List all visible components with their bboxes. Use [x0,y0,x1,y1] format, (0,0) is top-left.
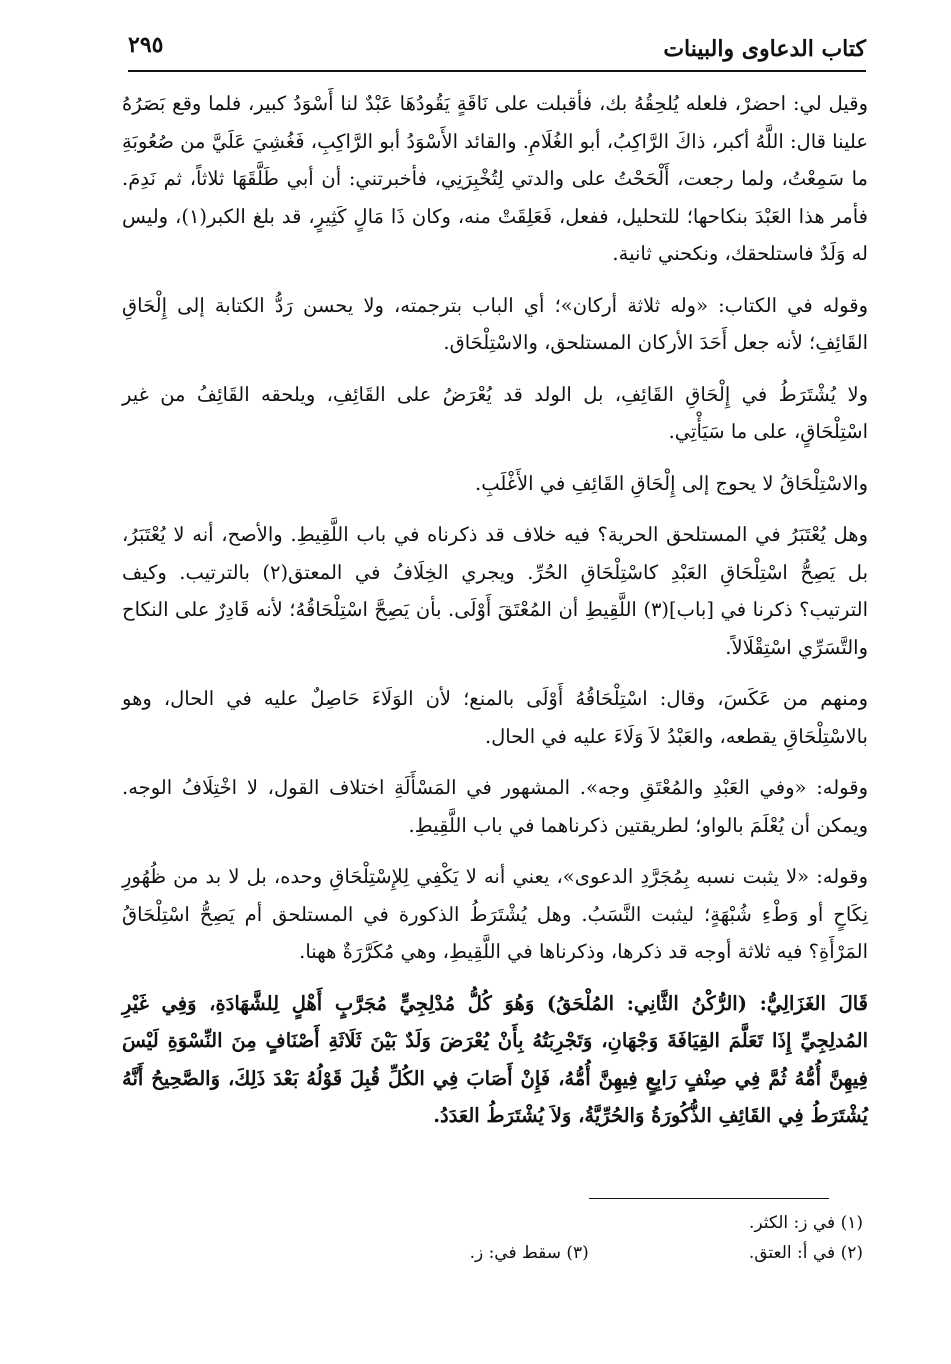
paragraph: وقوله: «وفي العَبْدِ والمُعْتَقِ وجه». المشهور في المَسْأَلَةِ اختلاف القول، لا اخْتِلَافُ الوجه. ويمكن أن يُعْلَمَ بالواو؛ لطريقتين ذكرناهما في باب اللَّقِيطِ. [122,776,868,837]
footnote-row [343,1208,863,1238]
page-header [128,30,866,72]
footnotes [343,1208,863,1268]
paragraph: ولا يُشْتَرَطُ في إِلْحَاقِ القَائِفِ، بل الولد قد يُعْرَضُ على القَائِفِ، ويلحقه القَائِفُ من غير اسْتِلْحَاقٍ، على ما سَيَأْتِي. [122,382,868,443]
footnote-3: (٣) سقط في: ز. [469,1243,589,1263]
footnote-2: (٢) في أ: العتق. [748,1243,863,1263]
quoted-matn-paragraph: قَالَ الغَزَالِيُّ: (الرُّكْنُ الثَّانِي: المُلْحَقُ) وَهُوَ كُلُّ مُدْلِجِيٍّ مُجَرَّبٍ أَهْلٍ لِلشَّهَادَةِ، وَفِي غَيْرِ المُدلِجِيِّ إِذَا تَعَلَّمَ القِيَافَةَ وَجْهَانِ، وَتَجْرِبَتُهُ بِأَنْ يُعْرَضَ وَلَدٌ بَيْنَ ثَلَاثَةِ أَصْنَافٍ مِنَ النِّسْوَةِ لَيْسَ فِيهِنَّ أُمُّهُ ثُمَّ فِي صِنْفٍ رَابِعٍ فِيهِنَّ أُمُّهُ، فَإِنْ أَصَابَ فِي الكُلِّ قُبِلَ قَوْلُهُ بَعْدَ ذَلِكَ، وَالصَّحِيحُ أَنَّهُ يُشْتَرَطُ فِي القَائِفِ الذُّكُورَةُ وَالحُرِّيَّةُ، وَلاَ يُشْتَرَطُ العَدَدُ. [122,991,868,1127]
footnote-divider [589,1198,829,1199]
paragraph: وقيل لي: احضرْ، فلعله يُلحِقُهُ بك، فأقبلت على نَاقَةٍ يَقُودُهَا عَبْدٌ لنا أَسْوَدُ كبير، فلما وقع بَصَرُهُ علينا قال: اللَّهُ أكبر، ذاكَ الرَّاكِبُ، أبو الغُلَامِ. والقائد الأَسْوَدُ أبو الرَّاكِبِ، فَغُشِيَ عَلَيَّ من صُعُوبَةِ ما سَمِعْتُ، ولما رجعت، أَلْحَحْتُ على والدتي لِتُخْبِرَنِي، فأخبرتني: أن أبي طَلَّقَهَا ثلاثاً، ثم نَدِمَ. فأمر هذا العَبْدَ بنكاحها؛ للتحليل، ففعل، فَعَلِقَتْ منه، وكان ذَا مَالٍ كَثِيرٍ، قد بلغ الكبر(١)، وليس له وَلَدٌ فاستلحقك، ونكحني ثانية. [122,92,868,265]
paragraph: وقوله: «لا يثبت نسبه بِمُجَرَّدِ الدعوى»، يعني أنه لا يَكْفِي لِلإِسْتِلْحَاقِ وحده، بل لا بد من ظُهُورِ نِكَاحٍ أو وَطْءِ شُبْهَةٍ؛ ليثبت النَّسَبُ. وهل يُشْتَرَطُ الذكورة في المستلحق أم يَصِحُّ اسْتِلْحَاقُ المَرْأَةِ؟ فيه ثلاثة أوجه قد ذكرها، وذكرناها في اللَّقِيطِ، وهي مُكَرَّرَةٌ ههنا. [122,865,868,963]
footnote-1: (١) في ز: الكثر. [748,1213,863,1233]
footnote-row [343,1238,863,1268]
paragraph: وقوله في الكتاب: «وله ثلاثة أركان»؛ أي الباب بترجمته، ولا يحسن رَدُّ الكتابة إلى إِلْحَاقِ القَائِفِ؛ لأنه جعل أَحَدَ الأركان المستلحق، والاسْتِلْحَاق. [122,293,868,354]
paragraph: ومنهم من عَكَسَ، وقال: اسْتِلْحَاقُهُ أَوْلَى بالمنع؛ لأن الوَلَاءَ حَاصِلٌ عليه في الحال، وهو بالاسْتِلْحَاقِ يقطعه، والعَبْدُ لاَ وَلَاءَ عليه في الحال. [122,687,868,748]
paragraph: وهل يُعْتَبَرُ في المستلحق الحرية؟ فيه خلاف قد ذكرناه في باب اللَّقِيطِ. والأصح، أنه لا يُعْتَبَرُ، بل يَصِحُّ اسْتِلْحَاقِ العَبْدِ كاسْتِلْحَاقِ الحُرِّ. ويجري الخِلَافُ في المعتق(٢) بالترتيب. وكيف الترتيب؟ ذكرنا في [باب](٣) اللَّقِيطِ أن المُعْتَقَ أَوْلَى. بأن يَصِحَّ اسْتِلْحَاقُهُ؛ لأنه قَادِرٌ على النكاح والتَّسَرِّي اسْتِقْلَالاً. [122,523,868,659]
page-number: ٢٩٥ [128,32,164,58]
paragraph: والاسْتِلْحَاقُ لا يحوج إلى إِلْحَاقِ القَائِفِ في الأَغْلَبِ. [475,471,868,495]
main-text [122,85,868,1149]
running-title: كتاب الدعاوى والبينات [663,36,866,62]
